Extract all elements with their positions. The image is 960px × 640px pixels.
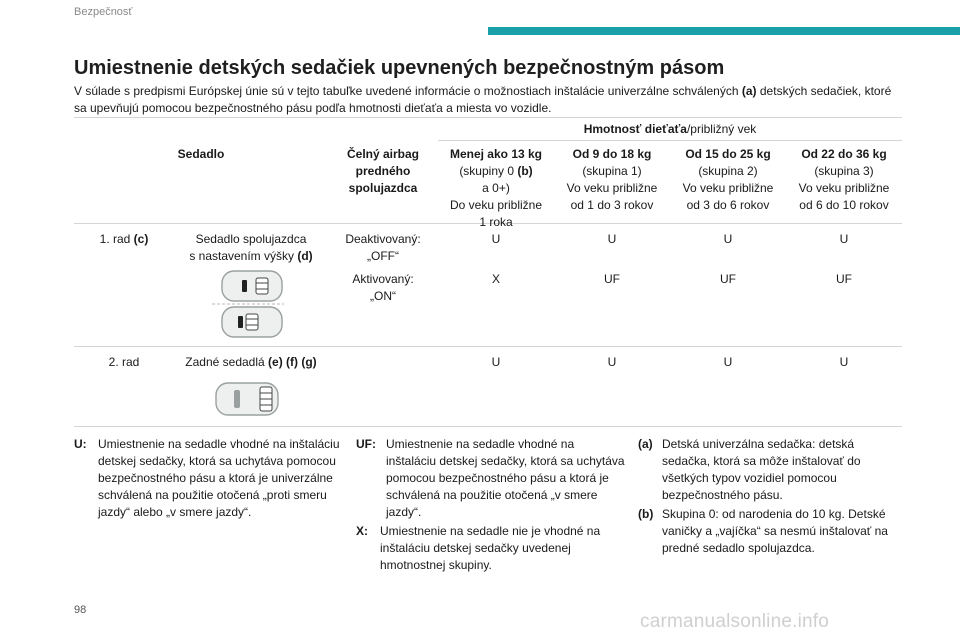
col-header-group-1: Od 9 do 18 kg (skupina 1) Vo veku približne od 1 do 3 rokov (566, 147, 658, 212)
row1-off-value-0: U (491, 232, 501, 246)
intro-ref-a: (a) (741, 84, 757, 98)
table-rule (74, 117, 902, 118)
legend-item-b: (b) Skupina 0: od narodenia do 10 kg. Detské vaničky a „vajíčka“ sa nesmú inštalovať na predné sedadlo spolujazdca. (638, 507, 888, 555)
legend-item-u: U: Umiestnenie na sedadle vhodné na inštaláciu detskej sedačky, ktorá sa uchytáva pomocou bezpečnostného pásu a ktorá je univerzálne schválená na použitie otočená „proti smeru jazdy“ alebo „v smere jazdy“. (74, 437, 340, 519)
page-number: 98 (74, 604, 87, 616)
legend-item-x: X: Umiestnenie na sedadle nie je vhodné na inštaláciu detskej sedačky uvedenej hmotnostnej skupiny. (356, 524, 601, 572)
row1-on-value-0: X (491, 272, 500, 286)
page-title: Umiestnenie detských sedačiek upevnených bezpečnostným pásom (74, 57, 725, 79)
rear-seats-diagram-icon (214, 380, 282, 418)
row1-on-value-3: UF (836, 272, 852, 286)
row2-value-3: U (839, 355, 849, 369)
col-header-group-3: Od 22 do 36 kg (skupina 3) Vo veku približne od 6 do 10 rokov (798, 147, 890, 212)
weight-header: Hmotnosť dieťaťa/približný vek (583, 122, 757, 136)
row1-airbag-off: Deaktivovaný: „OFF“ (345, 232, 421, 263)
col-header-group-0: Menej ako 13 kg (skupiny 0 (b) a 0+) Do veku približne 1 roka (449, 147, 543, 229)
intro-text-2: detských sedačiek, ktoré sa upevňujú pomocou bezpečnostného pásu podľa hmotnosti dieťaťa a miesta vo vozidle. (74, 84, 892, 115)
col-header-seat: Sedadlo (177, 147, 225, 161)
row1-on-value-2: UF (720, 272, 736, 286)
row2-value-1: U (607, 355, 617, 369)
row1-off-value-3: U (839, 232, 849, 246)
row2-value-2: U (723, 355, 733, 369)
row2-value-0: U (491, 355, 501, 369)
row1-seat: Sedadlo spolujazdca s nastavením výšky (d) (189, 232, 313, 263)
table-rule (438, 140, 902, 141)
col-header-airbag: Čelný airbag predného spolujazdca (346, 147, 420, 195)
col-header-group-2: Od 15 do 25 kg (skupina 2) Vo veku približne od 3 do 6 rokov (682, 147, 774, 212)
intro-paragraph (74, 83, 904, 117)
legend-item-uf: UF: Umiestnenie na sedadle vhodné na inštaláciu detskej sedačky, ktorá sa uchytáva pomocou bezpečnostného pásu a ktorá je schválená na použitie otočená „v smere jazdy“. (356, 437, 625, 519)
watermark: carmanualsonline.info (640, 611, 830, 632)
row1-label: 1. rad (c) (99, 232, 149, 246)
row1-off-value-1: U (607, 232, 617, 246)
row1-airbag-on: Aktivovaný: „ON“ (352, 272, 414, 303)
table-rule (74, 346, 902, 347)
legend-item-a: (a) Detská univerzálna sedačka: detská sedačka, ktorá sa môže inštalovať do všetkých typov vozidiel pomocou bezpečnostného pásu. (638, 437, 861, 502)
row2-seat: Zadné sedadlá (e) (f) (g) (185, 355, 317, 369)
row2-label: 2. rad (108, 355, 140, 369)
row1-on-value-1: UF (604, 272, 620, 286)
table-rule (74, 426, 902, 427)
header-accent-bar (488, 27, 960, 35)
front-passenger-seat-diagram-icon (212, 267, 284, 341)
row1-off-value-2: U (723, 232, 733, 246)
child-seat-table (74, 117, 902, 427)
section-header: Bezpečnosť (74, 6, 133, 18)
intro-text-1: V súlade s predpismi Európskej únie sú v tejto tabuľke uvedené informácie o možnostiach inštalácie univerzálne schválených (74, 84, 742, 98)
